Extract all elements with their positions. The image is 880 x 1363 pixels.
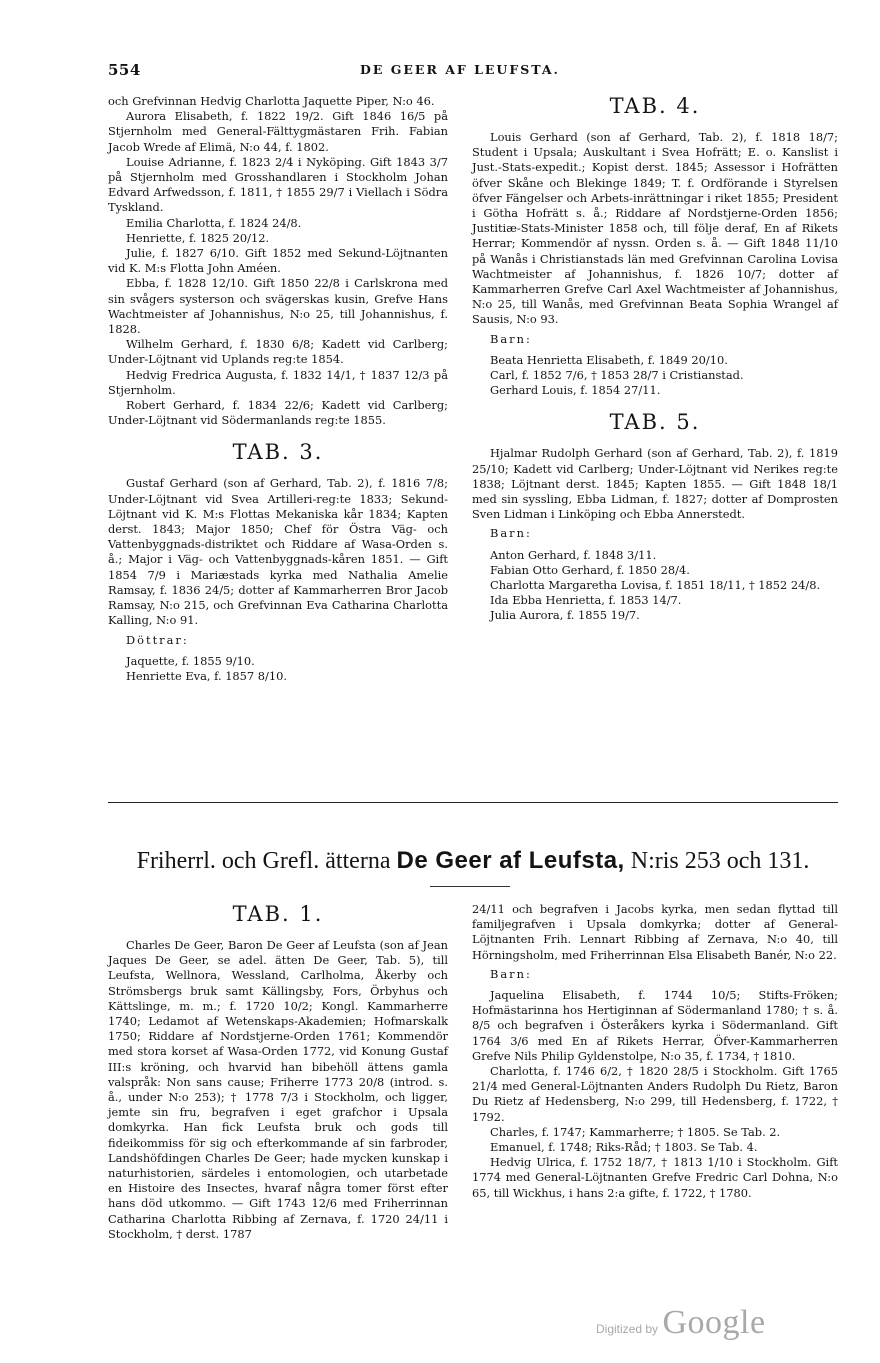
- daughter-entry: Henriette, f. 1825 20/12.: [126, 230, 270, 245]
- child-entry: Henriette Eva, f. 1857 8/10.: [126, 668, 287, 683]
- google-logo-text: Google: [662, 1304, 766, 1341]
- daughter-entry: Louise Adrianne, f. 1823 2/4 i Nyköping. Gift 1843 3/7 på Stjernholm med Grosshandlaren i Stockholm Johan Edvard Arfwedsson, f. 1811, † 1855 29/7 i Viellach i Södra Tyskland.: [108, 154, 448, 215]
- daughter-entry: Hedvig Fredrica Augusta, f. 1832 14/1, † 1837 12/3 på Stjernholm.: [108, 367, 448, 397]
- daughter-entry: Julie, f. 1827 6/10. Gift 1852 med Sekund-Löjtnanten vid K. M:s Flotta John Améen.: [108, 246, 448, 276]
- tab-3-title: TAB. 3.: [232, 440, 324, 465]
- child-entry: Charlotta, f. 1746 6/2, † 1820 28/5 i Stockholm. Gift 1765 21/4 med General-Löjtnanten Anders Rudolph Du Rietz, Baron Du Rietz af Hedensberg, N:o 299, till Hedensberg, f. 1722, † 1792.: [472, 1064, 838, 1124]
- children-label: Barn:: [490, 526, 532, 541]
- section-heading-prefix: Friherrl. och Grefl. ätterna: [136, 848, 391, 874]
- child-entry: Carl, f. 1852 7/6, † 1853 28/7 i Cristianstad.: [490, 368, 744, 383]
- tab-5-title: TAB. 5.: [609, 410, 701, 435]
- digitized-label: Digitized by: [596, 1322, 659, 1336]
- daughter-entry: Ebba, f. 1828 12/10. Gift 1850 22/8 i Carlskrona med sin svågers systerson och svägerskas kusin, Grefve Hans Wachtmeister af Johannishus, N:o 25, till Johannishus, f. 1828.: [108, 276, 448, 337]
- child-entry: Beata Henrietta Elisabeth, f. 1849 20/10.: [490, 352, 728, 367]
- child-entry: Ida Ebba Henrietta, f. 1853 14/7.: [490, 593, 682, 608]
- section-heading-underline: [430, 886, 510, 887]
- son-entry: Robert Gerhard, f. 1834 22/6; Kadett vid Carlberg; Under-Löjtnant vid Södermanlands reg:te 1855.: [108, 398, 448, 428]
- tab-1-paragraph-continued: 24/11 och begrafven i Jacobs kyrka, men sedan flyttad till familjegrafven i Upsala domkyrka; dotter af General-Löjtnanten Frih. Lennart Ribbing af Zernava, N:o 40, till Hörningsholm, med Friherrinnan Elsa Elisabeth Banér, N:o 22.: [472, 902, 838, 962]
- child-entry: Gerhard Louis, f. 1854 27/11.: [490, 383, 661, 398]
- child-entry: Charlotta Margaretha Lovisa, f. 1851 18/11, † 1852 24/8.: [490, 578, 821, 593]
- right-top-column: [472, 94, 838, 624]
- children-label: Barn:: [490, 966, 532, 981]
- entry-continuation: och Grefvinnan Hedvig Charlotta Jaquette Piper, N:o 46.: [108, 94, 435, 108]
- right-bottom-column: [472, 902, 838, 1201]
- children-label: Barn:: [490, 331, 532, 346]
- running-head: DE GEER AF LEUFSTA.: [360, 62, 560, 77]
- tab-4-title: TAB. 4.: [609, 94, 701, 118]
- tab-5-paragraph: Hjalmar Rudolph Gerhard (son af Gerhard, Tab. 2), f. 1819 25/10; Kadett vid Carlberg; Under-Löjtnant vid Nerikes reg:te 1838; Löjtnant derst. 1845; Kapten 1855. — Gift 1848 18/1 med sin syssling, Ebba Lidman, f. 1827; dotter af Domprosten Sven Lidman i Linköping och Ebba Annerstedt.: [472, 446, 838, 522]
- tab-4-paragraph: Louis Gerhard (son af Gerhard, Tab. 2), f. 1818 18/7; Student i Upsala; Auskultant i Svea Hofrätt; E. o. Kanslist i Just.-Stats-expedit.; Kopist derst. 1845; Assessor i Hofrätten öfver Skåne och Blekinge 1849; T. f. Ordförande i Styrelsen öfver Fängelser och Arbets-inrättningar i riket 1855; President i Götha Hofrätt s. å.; Riddare af Nordstjerne-Orden 1856; Justitiæ-Stats-Minister 1858 och, till följe deraf, En af Rikets Herrar; Kommendör af nyssn. Orden s. å. — Gift 1848 11/10 på Wanås i Christianstads län med Grefvinnan Carolina Lovisa Wachtmeister af Johannishus, f. 1826 10/7; dotter af Kammarherren Grefve Carl Axel Wachtmeister af Johannishus, N:o 25, till Wanås, med Grefvinnan Beata Sophia Wrangel af Sausis, N:o 93.: [472, 130, 838, 327]
- left-bottom-column: [108, 902, 448, 1242]
- tab-1-paragraph: Charles De Geer, Baron De Geer af Leufsta (son af Jean Jaques De Geer, se adel. ätten De Geer, Tab. 5), till Leufsta, Wellnora, Wessland, Carlholma, Åkerby och Strömsbergs bruk samt Källingsby, Fors, Örbyhus och Kättslinge, m. m.; f. 1720 10/2; Kongl. Kammarherre 1740; Ledamot af Wetenskaps-Akademien; Hofmarskalk 1750; Riddare af Nordstjerne-Orden 1761; Kommendör med stora korset af Wasa-Orden 1772, vid Konung Gustaf III:s kröning, och hvarvid han bibehöll ättens gamla valspråk: Non sans cause; Friherre 1773 20/8 (introd. s. å., under N:o 253); † 1778 7/3 i Stockholm, och ligger, jemte sin fru, begrafven i eget grafchor i Upsala domkyrka. Han fick Leufsta bruk och gods till fideikommiss för sig och efterkommande af sin farbroder, Landshöfdingen Charles De Geer; hade mycken kunskap i naturhistorien, särdeles i entomologien, och utarbetade en Histoire des Insectes, hvaraf några tomer först efter hans död utkommo. — Gift 1743 12/6 med Friherrinnan Catharina Charlotta Ribbing af Zernava, f. 1720 24/11 i Stockholm, † derst. 1787: [108, 938, 448, 1241]
- child-entry: Charles, f. 1747; Kammarherre; † 1805. Se Tab. 2.: [490, 1124, 781, 1139]
- digitized-by-google-watermark: [596, 1304, 766, 1342]
- section-divider: [108, 802, 838, 803]
- child-entry: Jaquelina Elisabeth, f. 1744 10/5; Stifts-Fröken; Hofmästarinna hos Hertiginnan af Södermanland 1780; † s. å. 8/5 och begrafven i Österåkers kyrka i Södermanland. Gift 1764 3/6 med En af Rikets Herrar, Öfver-Kammarherren Grefve Nils Philip Gyldenstolpe, N:o 35, f. 1734, † 1810.: [472, 988, 838, 1063]
- child-entry: Emanuel, f. 1748; Riks-Råd; † 1803. Se Tab. 4.: [490, 1140, 758, 1155]
- section-heading-name: De Geer af Leufsta,: [396, 847, 625, 874]
- section-heading: [108, 847, 838, 875]
- child-entry: Jaquette, f. 1855 9/10.: [126, 653, 255, 668]
- child-entry: Julia Aurora, f. 1855 19/7.: [490, 608, 640, 623]
- child-entry: Fabian Otto Gerhard, f. 1850 28/4.: [490, 562, 690, 577]
- son-entry: Wilhelm Gerhard, f. 1830 6/8; Kadett vid Carlberg; Under-Löjtnant vid Uplands reg:te 1854.: [108, 337, 448, 367]
- page-number: 554: [108, 61, 141, 79]
- child-entry: Anton Gerhard, f. 1848 3/11.: [490, 547, 657, 562]
- left-top-column: [108, 94, 448, 684]
- child-entry: Hedvig Ulrica, f. 1752 18/7, † 1813 1/10 i Stockholm. Gift 1774 med General-Löjtnanten Grefve Fredric Carl Dohna, N:o 65, till Wickhus, i hans 2:a gifte, f. 1722, † 1780.: [472, 1155, 838, 1200]
- daughter-entry: Emilia Charlotta, f. 1824 24/8.: [126, 215, 302, 230]
- daughter-entry: Aurora Elisabeth, f. 1822 19/2. Gift 1846 16/5 på Stjernholm med General-Fälttygmästaren Frih. Fabian Jacob Wrede af Elimä, N:o 44, f. 1802.: [108, 109, 448, 154]
- children-label: Döttrar:: [126, 632, 189, 647]
- tab-1-title: TAB. 1.: [232, 902, 324, 926]
- section-heading-suffix: N:ris 253 och 131.: [630, 848, 810, 874]
- tab-3-paragraph: Gustaf Gerhard (son af Gerhard, Tab. 2), f. 1816 7/8; Under-Löjtnant vid Svea Artilleri-reg:te 1833; Sekund-Löjtnant vid K. M:s Flottas Mekaniska kår 1834; Kapten derst. 1843; Major 1850; Chef för Östra Väg- och Vattenbyggnads-distriktet och Riddare af Wasa-Orden s. å.; Major i Väg- och Vattenbyggnads-kåren 1851. — Gift 1854 7/9 i Mariæstads kyrka med Nathalia Amelie Ramsay, f. 1836 24/5; dotter af Kammarherren Bror Jacob Ramsay, N:o 215, och Grefvinnan Eva Catharina Charlotta Kalling, N:o 91.: [108, 476, 448, 628]
